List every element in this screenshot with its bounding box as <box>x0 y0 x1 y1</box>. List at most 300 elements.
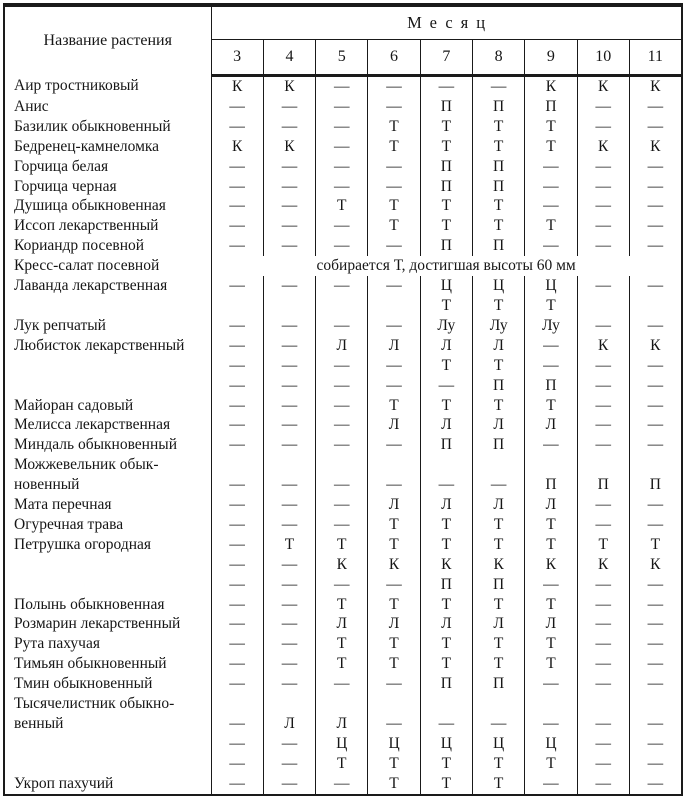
month-cell <box>316 694 368 714</box>
table-row <box>4 634 682 654</box>
plant-name-cell: Лаванда лекарственная <box>4 276 211 296</box>
month-cell: — <box>577 356 629 376</box>
month-cell: К <box>629 76 681 97</box>
month-cell: — <box>525 236 577 256</box>
month-cell: — <box>525 196 577 216</box>
month-cell: — <box>316 316 368 336</box>
table-row <box>4 396 682 416</box>
month-cell: П <box>420 157 472 177</box>
month-cell: — <box>629 316 681 336</box>
month-cell <box>420 455 472 475</box>
month-cell: Т <box>472 754 524 774</box>
month-cell: Т <box>368 196 420 216</box>
month-cell: — <box>316 396 368 416</box>
month-cell: Ц <box>525 276 577 296</box>
month-cell <box>577 694 629 714</box>
month-cell <box>472 455 524 475</box>
month-cell: — <box>472 714 524 734</box>
month-cell: Л <box>525 415 577 435</box>
month-cell: — <box>211 117 263 137</box>
month-cell: — <box>629 236 681 256</box>
month-cell: Т <box>472 634 524 654</box>
month-cell: — <box>211 614 263 634</box>
month-header: 10 <box>577 40 629 76</box>
month-cell: Т <box>420 515 472 535</box>
month-header: 7 <box>420 40 472 76</box>
month-cell: — <box>211 634 263 654</box>
month-cell: — <box>629 495 681 515</box>
month-cell: К <box>420 555 472 575</box>
month-cell: Т <box>368 396 420 416</box>
month-cell: — <box>368 76 420 97</box>
table-row <box>4 555 682 575</box>
month-cell: Т <box>525 535 577 555</box>
table-header <box>4 5 682 76</box>
month-cell <box>577 455 629 475</box>
month-cell: Т <box>525 396 577 416</box>
month-cell: — <box>629 754 681 774</box>
month-header: 5 <box>316 40 368 76</box>
month-cell: Ц <box>525 734 577 754</box>
month-cell: — <box>577 216 629 236</box>
plant-name-cell: Горчица черная <box>4 177 211 197</box>
month-cell: — <box>211 356 263 376</box>
plant-name-cell: Лук репчатый <box>4 316 211 336</box>
month-cell: — <box>525 674 577 694</box>
month-cell: Лу <box>525 316 577 336</box>
month-cell: Т <box>577 535 629 555</box>
month-cell: Т <box>368 515 420 535</box>
month-cell: — <box>263 177 315 197</box>
month-cell: — <box>316 276 368 296</box>
month-cell: — <box>316 177 368 197</box>
month-cell: — <box>577 714 629 734</box>
month-cell: Т <box>368 774 420 795</box>
month-cell: Ц <box>472 276 524 296</box>
month-cell: — <box>577 515 629 535</box>
month-cell: — <box>211 216 263 236</box>
month-cell: Л <box>525 614 577 634</box>
month-cell: П <box>472 575 524 595</box>
month-header: 3 <box>211 40 263 76</box>
month-cell: — <box>368 97 420 117</box>
table-row <box>4 196 682 216</box>
month-cell: — <box>368 475 420 495</box>
month-cell: — <box>629 774 681 795</box>
month-cell: Т <box>420 774 472 795</box>
month-cell: П <box>420 97 472 117</box>
month-cell: Т <box>525 634 577 654</box>
month-cell: — <box>263 97 315 117</box>
table-row <box>4 137 682 157</box>
month-cell: Т <box>368 754 420 774</box>
month-cell: Т <box>525 216 577 236</box>
table-row <box>4 535 682 555</box>
month-cell: — <box>577 435 629 455</box>
month-cell: Л <box>368 336 420 356</box>
table-row <box>4 415 682 435</box>
table-body <box>4 76 682 795</box>
plant-name-header: Название растения <box>4 5 211 76</box>
month-cell: — <box>577 595 629 615</box>
month-cell: П <box>472 376 524 396</box>
month-cell: — <box>211 535 263 555</box>
month-cell: Т <box>525 117 577 137</box>
table-row <box>4 595 682 615</box>
plant-name-cell: Анис <box>4 97 211 117</box>
plant-name-cell: Базилик обыкновенный <box>4 117 211 137</box>
plant-name-cell: Кориандр посевной <box>4 236 211 256</box>
month-cell: П <box>472 97 524 117</box>
month-cell <box>525 694 577 714</box>
plant-harvest-table <box>3 3 683 796</box>
month-cell: — <box>263 415 315 435</box>
month-cell: Т <box>472 117 524 137</box>
month-cell: — <box>211 316 263 336</box>
month-header: 8 <box>472 40 524 76</box>
month-cell: Т <box>368 595 420 615</box>
month-cell: — <box>263 356 315 376</box>
month-cell: П <box>420 435 472 455</box>
month-cell: — <box>368 674 420 694</box>
month-cell: — <box>577 376 629 396</box>
month-cell: Т <box>420 356 472 376</box>
month-cell: П <box>420 236 472 256</box>
month-cell: — <box>577 674 629 694</box>
month-cell: — <box>211 774 263 795</box>
month-cell: — <box>316 415 368 435</box>
table-row <box>4 76 682 97</box>
table-row <box>4 575 682 595</box>
month-cell: — <box>577 614 629 634</box>
month-cell: — <box>211 714 263 734</box>
month-cell: Л <box>263 714 315 734</box>
month-cell: — <box>316 76 368 97</box>
month-cell: — <box>316 236 368 256</box>
table-row <box>4 495 682 515</box>
month-cell: П <box>472 157 524 177</box>
plant-name-cell: Любисток лекарственный <box>4 336 211 356</box>
month-header: 11 <box>629 40 681 76</box>
month-cell: — <box>211 555 263 575</box>
month-cell: К <box>629 137 681 157</box>
month-cell: К <box>525 76 577 97</box>
plant-name-cell: Тмин обыкновенный <box>4 674 211 694</box>
month-cell: Т <box>420 535 472 555</box>
month-cell: Т <box>420 296 472 316</box>
month-cell: — <box>629 117 681 137</box>
month-cell: — <box>525 356 577 376</box>
month-cell: — <box>263 157 315 177</box>
month-cell: — <box>629 196 681 216</box>
month-cell: Ц <box>420 734 472 754</box>
table-row <box>4 256 682 276</box>
plant-name-cell: Иссоп лекарственный <box>4 216 211 236</box>
month-cell: П <box>472 674 524 694</box>
month-cell: — <box>525 714 577 734</box>
plant-name-cell <box>4 356 211 376</box>
table-row <box>4 276 682 296</box>
month-cell: Лу <box>420 316 472 336</box>
month-cell: П <box>525 376 577 396</box>
month-cell: Л <box>472 495 524 515</box>
month-cell: — <box>368 575 420 595</box>
month-cell: Т <box>472 196 524 216</box>
table-row <box>4 774 682 795</box>
month-cell: П <box>525 97 577 117</box>
month-cell: — <box>263 216 315 236</box>
month-cell: Л <box>525 495 577 515</box>
month-cell: Т <box>472 216 524 236</box>
table-row <box>4 177 682 197</box>
month-cell: — <box>211 177 263 197</box>
month-cell: Т <box>420 595 472 615</box>
plant-name-cell: Можжевельник обык- <box>4 455 211 475</box>
month-cell <box>368 455 420 475</box>
month-cell: — <box>263 196 315 216</box>
month-cell: Л <box>420 495 472 515</box>
plant-name-cell: Душица обыкновенная <box>4 196 211 216</box>
month-cell: Л <box>316 336 368 356</box>
table-row <box>4 157 682 177</box>
month-cell: — <box>263 276 315 296</box>
month-cell: — <box>577 415 629 435</box>
month-cell: — <box>472 76 524 97</box>
month-cell: — <box>368 435 420 455</box>
month-cell: — <box>629 575 681 595</box>
month-cell: — <box>211 435 263 455</box>
span-note-cell: собирается Т, достигшая высоты 60 мм <box>211 256 682 276</box>
month-cell: — <box>577 177 629 197</box>
month-cell: К <box>263 76 315 97</box>
month-cell: Т <box>316 535 368 555</box>
month-cell <box>368 694 420 714</box>
month-cell: — <box>211 396 263 416</box>
month-cell: Т <box>525 654 577 674</box>
month-cell: — <box>577 575 629 595</box>
month-cell: Т <box>472 654 524 674</box>
month-cell: Ц <box>472 734 524 754</box>
plant-name-cell: Миндаль обыкновенный <box>4 435 211 455</box>
month-cell: — <box>629 157 681 177</box>
month-cell: — <box>368 177 420 197</box>
month-cell <box>263 296 315 316</box>
month-cell: — <box>263 614 315 634</box>
month-cell: К <box>263 137 315 157</box>
month-cell: Т <box>368 535 420 555</box>
month-cell <box>316 296 368 316</box>
month-cell: К <box>629 555 681 575</box>
month-cell <box>211 694 263 714</box>
month-cell: — <box>629 97 681 117</box>
month-cell: — <box>629 714 681 734</box>
month-cell: Т <box>420 216 472 236</box>
month-cell: — <box>629 415 681 435</box>
month-cell: — <box>629 654 681 674</box>
month-cell: П <box>629 475 681 495</box>
table-row <box>4 356 682 376</box>
month-cell: — <box>525 774 577 795</box>
month-cell: — <box>577 495 629 515</box>
month-group-header: Месяц <box>211 5 682 40</box>
month-cell: — <box>629 376 681 396</box>
month-cell: Т <box>525 754 577 774</box>
month-cell: — <box>316 435 368 455</box>
month-cell: — <box>263 654 315 674</box>
month-cell: — <box>629 396 681 416</box>
month-cell: — <box>316 475 368 495</box>
month-cell: — <box>525 435 577 455</box>
table-row <box>4 435 682 455</box>
month-cell: Л <box>472 614 524 634</box>
table-row <box>4 236 682 256</box>
month-header: 4 <box>263 40 315 76</box>
month-cell: — <box>577 236 629 256</box>
month-cell: Ц <box>420 276 472 296</box>
month-cell: Т <box>420 196 472 216</box>
table-row <box>4 97 682 117</box>
month-cell <box>211 455 263 475</box>
month-cell: К <box>472 555 524 575</box>
month-cell: — <box>263 674 315 694</box>
month-cell <box>525 455 577 475</box>
month-cell <box>211 296 263 316</box>
plant-name-cell: Розмарин лекарственный <box>4 614 211 634</box>
month-cell: — <box>577 634 629 654</box>
month-cell: — <box>420 76 472 97</box>
month-cell: К <box>577 336 629 356</box>
month-cell: Ц <box>368 734 420 754</box>
month-cell: — <box>263 316 315 336</box>
month-cell: — <box>577 97 629 117</box>
plant-name-cell: Укроп пахучий <box>4 774 211 795</box>
month-cell: П <box>472 236 524 256</box>
month-cell: — <box>368 157 420 177</box>
month-cell: Т <box>472 774 524 795</box>
plant-name-cell: Кресс-салат посевной <box>4 256 211 276</box>
month-cell: Т <box>472 137 524 157</box>
month-cell: — <box>263 734 315 754</box>
month-cell: — <box>316 117 368 137</box>
month-cell: Т <box>472 515 524 535</box>
month-cell: Т <box>420 634 472 654</box>
month-cell: — <box>211 595 263 615</box>
month-cell: Т <box>629 535 681 555</box>
month-cell: Т <box>525 595 577 615</box>
month-cell: Л <box>316 714 368 734</box>
month-cell: — <box>629 634 681 654</box>
month-cell: Т <box>368 117 420 137</box>
plant-name-cell: Огуречная трава <box>4 515 211 535</box>
month-cell: — <box>368 236 420 256</box>
month-cell <box>263 455 315 475</box>
plant-name-cell: новенный <box>4 475 211 495</box>
month-cell <box>368 296 420 316</box>
month-cell: Т <box>472 396 524 416</box>
month-cell: П <box>525 475 577 495</box>
plant-name-cell: Мелисса лекарственная <box>4 415 211 435</box>
month-cell: — <box>577 396 629 416</box>
table-row <box>4 694 682 714</box>
month-cell: — <box>368 276 420 296</box>
month-cell: — <box>577 754 629 774</box>
plant-name-cell: венный <box>4 714 211 734</box>
month-cell: — <box>316 97 368 117</box>
month-cell <box>472 694 524 714</box>
month-cell: — <box>211 734 263 754</box>
plant-name-cell: Бедренец-камнеломка <box>4 137 211 157</box>
month-cell: Т <box>368 634 420 654</box>
month-cell: — <box>263 376 315 396</box>
month-cell: К <box>577 76 629 97</box>
month-cell: — <box>420 714 472 734</box>
month-cell: — <box>316 575 368 595</box>
month-cell: Т <box>525 296 577 316</box>
month-cell: — <box>629 356 681 376</box>
month-cell: — <box>211 515 263 535</box>
plant-name-cell: Горчица белая <box>4 157 211 177</box>
month-cell: Т <box>316 196 368 216</box>
month-cell: Лу <box>472 316 524 336</box>
month-cell: Т <box>420 137 472 157</box>
month-cell: — <box>211 276 263 296</box>
month-cell: Ц <box>316 734 368 754</box>
month-cell: П <box>472 177 524 197</box>
month-cell: — <box>211 575 263 595</box>
month-cell: Л <box>472 415 524 435</box>
month-cell: Т <box>263 535 315 555</box>
month-cell: К <box>577 555 629 575</box>
month-cell <box>420 694 472 714</box>
month-cell: — <box>263 555 315 575</box>
plant-name-cell: Мата перечная <box>4 495 211 515</box>
month-cell: — <box>316 137 368 157</box>
month-cell: — <box>368 714 420 734</box>
plant-name-cell: Аир тростниковый <box>4 76 211 97</box>
month-cell: Т <box>525 137 577 157</box>
month-cell: Л <box>472 336 524 356</box>
table-row <box>4 654 682 674</box>
plant-name-cell: Майоран садовый <box>4 396 211 416</box>
month-cell: — <box>577 734 629 754</box>
month-cell: Л <box>316 614 368 634</box>
month-cell: Т <box>316 654 368 674</box>
month-cell: Т <box>420 754 472 774</box>
month-cell: К <box>316 555 368 575</box>
month-cell <box>629 455 681 475</box>
month-cell: Л <box>368 495 420 515</box>
plant-name-cell: Тысячелистник обыкно- <box>4 694 211 714</box>
month-cell: Т <box>420 654 472 674</box>
plant-name-cell <box>4 734 211 754</box>
month-cell: — <box>211 97 263 117</box>
month-cell: Л <box>420 336 472 356</box>
month-cell: — <box>316 674 368 694</box>
month-cell: — <box>316 515 368 535</box>
month-cell: — <box>577 276 629 296</box>
table-row <box>4 336 682 356</box>
month-cell: Л <box>368 415 420 435</box>
month-cell: — <box>629 177 681 197</box>
month-cell: — <box>263 634 315 654</box>
month-cell: Т <box>472 535 524 555</box>
month-cell: — <box>577 316 629 336</box>
month-cell: — <box>577 774 629 795</box>
month-cell: Т <box>472 296 524 316</box>
month-cell: — <box>368 376 420 396</box>
month-cell: — <box>316 157 368 177</box>
month-cell: — <box>629 515 681 535</box>
